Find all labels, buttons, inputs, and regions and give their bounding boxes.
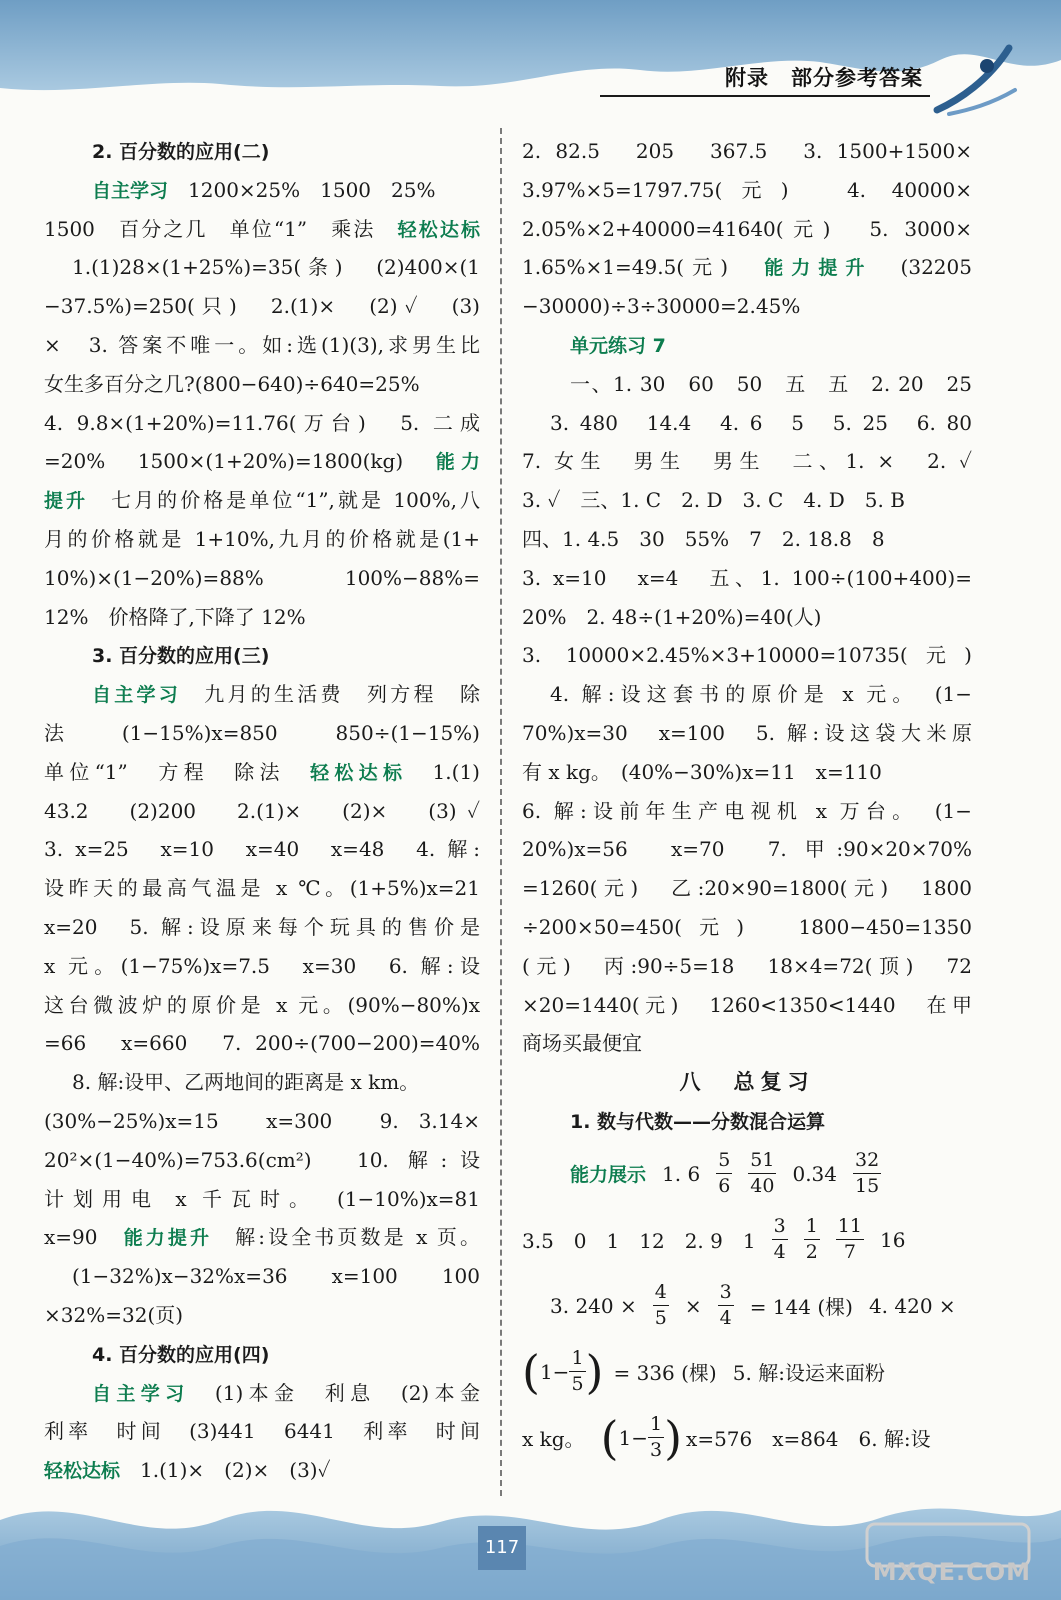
answer-text: 3. 10000×2.45%×3+10000=10735(元): [522, 643, 972, 668]
keyword-label: 能力提升: [764, 257, 873, 280]
answer-text: −30000)÷3÷30000=2.45%: [522, 294, 801, 319]
column-divider: [500, 128, 502, 1496]
answer-text: 解:设全书页数是 x 页。: [212, 1225, 480, 1250]
header-subtitle: 部分参考答案: [791, 66, 923, 90]
answer-text: 8. 解:设甲、乙两地间的距离是 x km。: [72, 1070, 420, 1095]
right-line: [522, 908, 972, 947]
keyword-label: 自主学习: [92, 684, 181, 707]
left-line: [44, 675, 480, 714]
left-line: [44, 1257, 480, 1296]
answer-text: =66 x=660 7. 200÷(700−200)=40%: [44, 1031, 480, 1056]
right-line: [522, 753, 972, 792]
fraction: $\frac{32}{15}$: [855, 1149, 880, 1198]
left-line: [44, 1335, 480, 1374]
answer-text: 12% 价格降了,下降了 12%: [44, 604, 306, 629]
formula-text: x=576 x=864 6. 解:设: [686, 1427, 931, 1452]
left-line: [44, 210, 480, 249]
formula-line-4: [522, 1339, 972, 1405]
left-line: [44, 1141, 480, 1180]
answer-text: =1260(元) 乙:20×90=1800(元) 1800: [522, 876, 972, 901]
right-line: [522, 830, 972, 869]
left-line: [44, 1296, 480, 1335]
fraction: $\frac{51}{40}$: [750, 1149, 775, 1198]
left-column: [44, 132, 480, 1490]
answer-text: 10%)×(1−20%)=88% 100%−88%=: [44, 565, 480, 590]
answer-text: (1−32%)x−32%x=36 x=100 100: [72, 1264, 480, 1289]
right-line: [522, 442, 972, 481]
answer-text: 1200×25% 1500 25%: [168, 177, 436, 202]
right-line: [522, 986, 972, 1025]
left-line: [44, 248, 480, 287]
right-line: [522, 1102, 972, 1141]
answer-text: 1.65%×1=49.5(元): [522, 255, 765, 280]
answer-text: 2.05%×2+40000=41640(元) 5. 3000×: [522, 216, 972, 241]
answer-text: 利率 时间 (3)441 6441 利率 时间: [44, 1419, 480, 1444]
left-line: [44, 1063, 480, 1102]
left-line: [44, 1102, 480, 1141]
keyword-label: 能力: [435, 451, 480, 474]
pen-swoosh-icon: [929, 40, 1021, 120]
right-column: [522, 132, 972, 1471]
left-line: [44, 481, 480, 520]
formula-text: x kg。: [522, 1427, 585, 1452]
fraction: $\frac{3}{4}$: [719, 1281, 732, 1330]
right-line: [522, 171, 972, 210]
answer-text: (30%−25%)x=15 x=300 9. 3.14×: [44, 1108, 480, 1133]
answer-text: ×32%=32(页): [44, 1302, 184, 1327]
left-line: [44, 365, 480, 404]
fraction: $\frac{4}{5}$: [654, 1281, 667, 1330]
formula-line-3: [522, 1273, 972, 1339]
right-line: [522, 132, 972, 171]
formula-text: 1−: [539, 1359, 570, 1384]
right-line: [522, 1024, 972, 1063]
left-line: [44, 132, 480, 171]
formula-text: 3.5 0 1 12 2. 9 1: [522, 1229, 756, 1254]
answer-text: 20% 2. 48÷(1+20%)=40(人): [522, 604, 822, 629]
right-line: [522, 675, 972, 714]
answer-text: 九月的生活费 列方程 除: [181, 682, 480, 707]
formula-text: 0.34: [792, 1161, 837, 1186]
left-line: [44, 636, 480, 675]
answer-text: 法 (1−15%)x=850 850÷(1−15%): [44, 720, 480, 745]
right-line: [522, 714, 972, 753]
right-line: [522, 248, 972, 287]
formula-text: ×: [684, 1293, 702, 1318]
answer-text: x=20 5. 解:设原来每个玩具的售价是: [44, 914, 480, 939]
right-line: [522, 636, 972, 675]
section-heading: 1. 数与代数——分数混合运算: [570, 1110, 826, 1133]
paren-left: (: [600, 1410, 619, 1465]
keyword-ability-show: 能力展示: [570, 1164, 647, 1187]
answer-text: 七月的价格是单位“1”,就是 100%,八: [88, 488, 480, 513]
answer-text: 70%)x=30 x=100 5. 解:设这袋大米原: [522, 720, 972, 745]
right-line: [522, 365, 972, 404]
left-line: [44, 326, 480, 365]
left-line: [44, 171, 480, 210]
answer-text: 2. 82.5 205 367.5 3. 1500+1500×: [522, 139, 972, 163]
answer-text: 月的价格就是 1+10%,九月的价格就是(1+: [44, 526, 480, 551]
left-line: [44, 947, 480, 986]
keyword-label: 自主学习: [92, 179, 169, 202]
left-line: [44, 442, 480, 481]
left-line: [44, 559, 480, 598]
left-line: [44, 1218, 480, 1257]
paren-left: (: [522, 1344, 540, 1399]
fraction: $\frac{5}{6}$: [718, 1149, 731, 1198]
section-heading: 2. 百分数的应用(二): [92, 141, 270, 163]
answer-text: 3.97%×5=1797.75(元) 4. 40000×: [522, 177, 972, 202]
answer-text: x=90: [44, 1225, 124, 1250]
left-line: [44, 404, 480, 443]
right-line: [522, 326, 972, 365]
right-line: [522, 869, 972, 908]
answer-text: 20%)x=56 x=70 7. 甲:90×20×70%: [522, 837, 972, 862]
keyword-label: 能力提升: [123, 1227, 213, 1250]
formula-text: 16: [879, 1227, 906, 1252]
left-line: [44, 1180, 480, 1219]
left-line: [44, 520, 480, 559]
answer-text: 3. ✓ 三、1. C 2. D 3. C 4. D 5. B: [522, 488, 905, 513]
answer-text: 女生多百分之几?(800−640)÷640=25%: [44, 371, 420, 396]
formula-text: = 336 (棵): [613, 1361, 717, 1386]
formula-text: 1. 6: [662, 1161, 701, 1186]
answer-text: (32205: [872, 255, 972, 280]
answer-text: 计划用电 x 千瓦时。 (1−10%)x=81: [44, 1186, 480, 1211]
fraction: $\frac{1}{3}$: [650, 1413, 663, 1462]
answer-text: 4. 9.8×(1+20%)=11.76(万台) 5. 二成: [44, 410, 480, 435]
fraction: $\frac{3}{4}$: [773, 1215, 786, 1264]
right-line: [522, 520, 972, 559]
right-line: [522, 210, 972, 249]
paren-right: ): [585, 1344, 604, 1399]
answer-text: 4. 解:设这套书的原价是 x 元。 (1−: [550, 682, 972, 707]
answer-text: ÷200×50=450(元) 1800−450=1350: [522, 914, 972, 939]
fraction: $\frac{1}{5}$: [571, 1347, 584, 1396]
left-line: [44, 598, 480, 637]
right-line: [522, 1063, 972, 1102]
answer-text: (1)本金 利息 (2)本金: [189, 1380, 480, 1405]
answer-text: 1.(1): [407, 759, 480, 784]
answer-text: 6. 解:设前年生产电视机 x 万台。 (1−: [522, 798, 972, 823]
right-line: [522, 404, 972, 443]
page-number: 117: [478, 1526, 526, 1570]
left-line: [44, 1412, 480, 1451]
answer-text: =20% 1500×(1+20%)=1800(kg): [44, 449, 436, 474]
answer-text: −37.5%)=250(只) 2.(1)× (2)✓ (3): [44, 294, 480, 319]
right-line: [522, 287, 972, 326]
left-line: [44, 1374, 480, 1413]
keyword-label: 轻松达标: [310, 761, 408, 784]
keyword-label: 轻松达标: [397, 218, 480, 241]
left-line: [44, 792, 480, 831]
right-line: [522, 792, 972, 831]
formula-text: = 144 (棵): [749, 1295, 853, 1320]
left-line: [44, 869, 480, 908]
answer-text: 设昨天的最高气温是 x ℃。(1+5%)x=21: [44, 876, 480, 901]
answer-text: × 3. 答案不唯一。如:选(1)(3),求男生比: [44, 332, 480, 357]
answer-text: 7. 女生 男生 男生 二、1. × 2. ✓: [522, 449, 972, 474]
left-line: [44, 986, 480, 1025]
chapter-heading: 八 总复习: [679, 1070, 815, 1095]
keyword-label: 轻松达标: [44, 1460, 121, 1483]
answer-text: 单位“1” 方程 除法: [44, 759, 311, 784]
keyword-label: 提升: [44, 490, 89, 513]
left-line: [44, 908, 480, 947]
answer-text: 43.2 (2)200 2.(1)× (2)× (3)✓: [44, 798, 480, 823]
section-heading: 4. 百分数的应用(四): [92, 1343, 270, 1366]
formula-line-2: [522, 1207, 972, 1273]
answer-text: 这台微波炉的原价是 x 元。(90%−80%)x: [44, 992, 480, 1017]
answer-text: 1.(1)28×(1+25%)=35(条) (2)400×(1: [72, 255, 480, 280]
formula-text: 5. 解:设运来面粉: [732, 1361, 885, 1386]
left-line: [44, 287, 480, 326]
right-line: [522, 947, 972, 986]
fraction: $\frac{1}{2}$: [805, 1215, 818, 1264]
answer-text: 3. x=10 x=4 五、1. 100÷(100+400)=: [522, 565, 972, 590]
answer-text: ×20=1440(元) 1260<1350<1440 在甲: [522, 992, 972, 1017]
answer-text: 20²×(1−40%)=753.6(cm²) 10. 解:设: [44, 1147, 480, 1172]
formula-text: 3. 240 ×: [550, 1293, 637, 1318]
right-line: [522, 559, 972, 598]
answer-text: 3. x=25 x=10 x=40 x=48 4. 解:: [44, 837, 480, 862]
answer-text: 一、1. 30 60 50 五 五 2. 20 25: [570, 371, 972, 396]
keyword-label: 自主学习: [92, 1382, 190, 1405]
answer-text: 1500 百分之几 单位“1” 乘法: [44, 216, 398, 241]
formula-text: 4. 420 ×: [868, 1293, 956, 1318]
right-line: [522, 598, 972, 637]
paren-right: ): [664, 1410, 683, 1465]
formula-line-1: [522, 1141, 972, 1207]
formula-text: 1−: [618, 1425, 648, 1450]
right-line: [522, 481, 972, 520]
answer-text: 1.(1)× (2)× (3)✓: [120, 1458, 331, 1483]
header-section: 附录: [725, 66, 769, 90]
left-line: [44, 830, 480, 869]
left-line: [44, 714, 480, 753]
answer-text: 四、1. 4.5 30 55% 7 2. 18.8 8: [522, 526, 885, 551]
left-line: [44, 1024, 480, 1063]
answer-text: x 元。(1−75%)x=7.5 x=30 6. 解:设: [44, 953, 480, 978]
left-line: [44, 753, 480, 792]
answer-text: (元) 丙:90÷5=18 18×4=72(顶) 72: [522, 953, 972, 978]
fraction: $\frac{11}{7}$: [837, 1215, 862, 1264]
answer-text: 有 x kg。 (40%−30%)x=11 x=110: [522, 759, 882, 784]
section-heading: 3. 百分数的应用(三): [92, 645, 270, 668]
keyword-label: 单元练习 7: [570, 334, 666, 357]
header-title: [725, 62, 923, 92]
answer-text: 3. 480 14.4 4. 6 5 5. 25 6. 80: [550, 410, 972, 435]
answer-text: 商场买最便宜: [522, 1031, 642, 1056]
watermark-url: MXQE.COM: [872, 1558, 1031, 1586]
